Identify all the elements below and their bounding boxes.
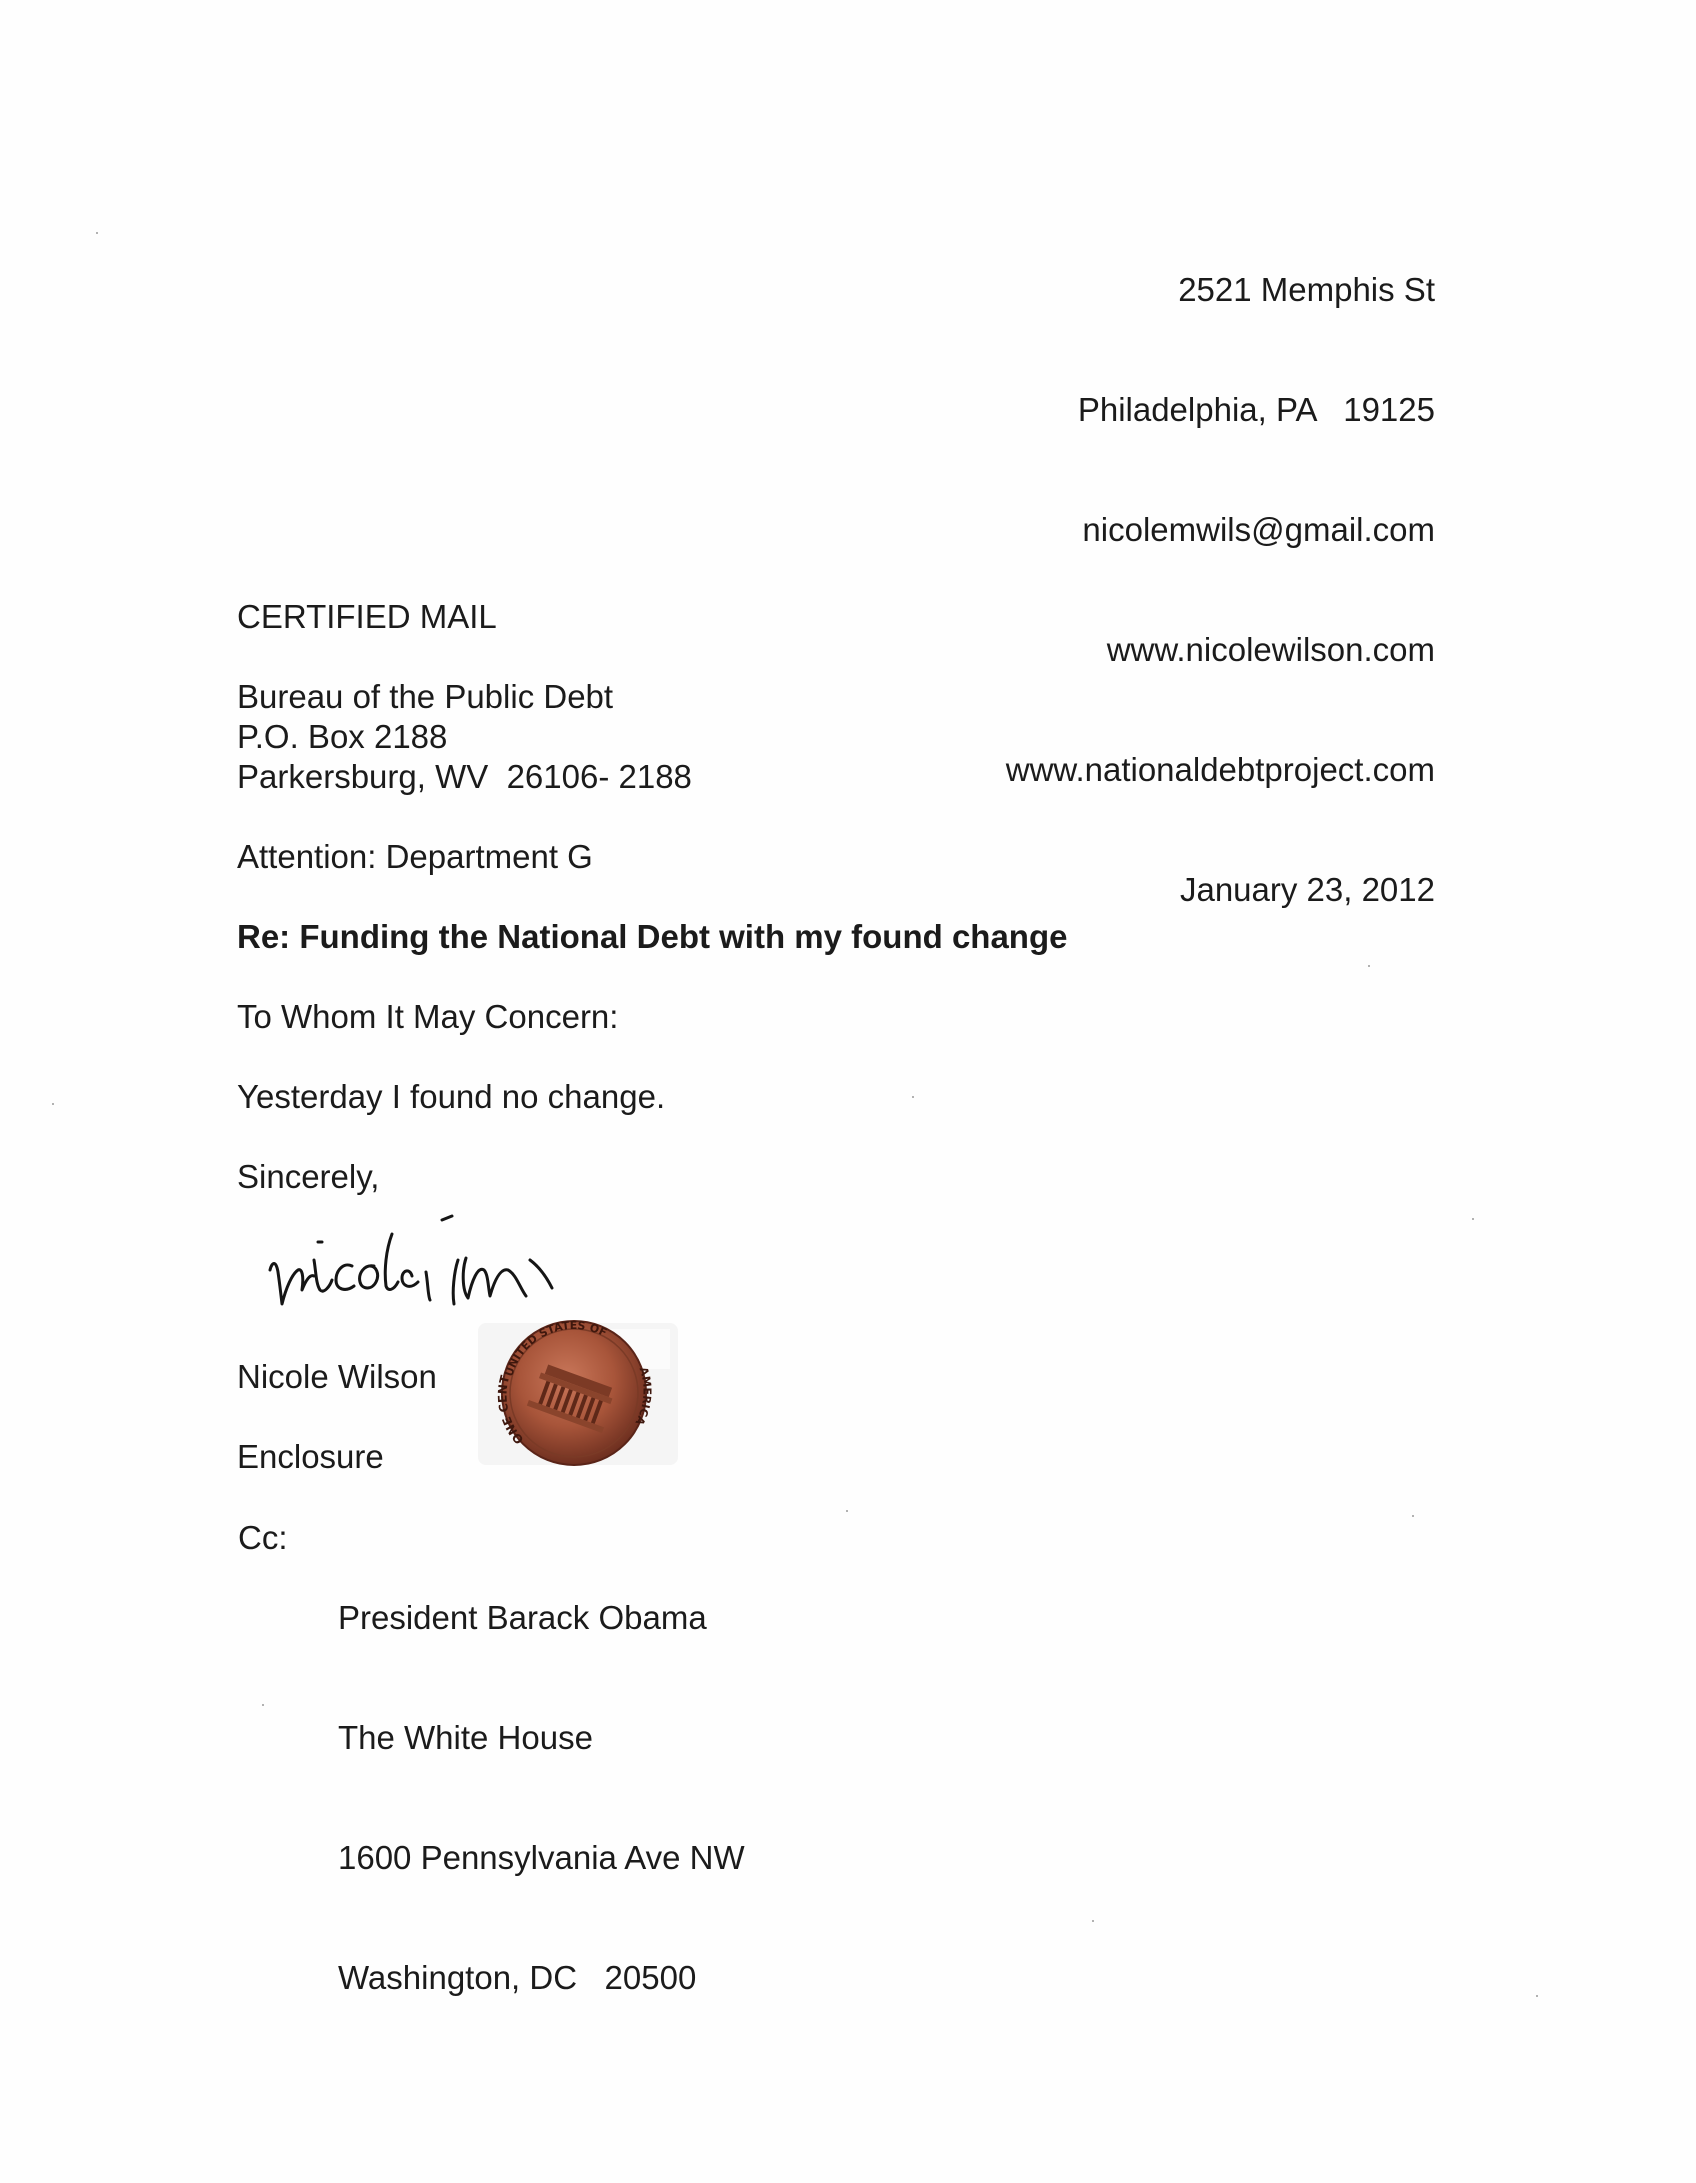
sender-street: 2521 Memphis St bbox=[1178, 271, 1435, 308]
sender-city-line: Philadelphia, PA 19125 bbox=[1077, 391, 1435, 428]
scan-speck bbox=[1412, 1515, 1414, 1517]
mail-type: CERTIFIED MAIL bbox=[237, 598, 497, 635]
coin-rim-text-left: ONE CENT bbox=[495, 1374, 527, 1447]
cc-line: Washington, DC 20500 bbox=[338, 1959, 697, 1996]
letter-date: January 23, 2012 bbox=[1179, 871, 1435, 908]
recipient-city-line: Parkersburg, WV 26106- 2188 bbox=[237, 758, 692, 795]
penny-coin-image bbox=[470, 1305, 685, 1475]
sender-website: www.nationaldebtproject.com bbox=[1005, 751, 1435, 788]
cc-line: The White House bbox=[338, 1719, 593, 1756]
recipient-name: Bureau of the Public Debt bbox=[237, 678, 614, 715]
attention-line: Attention: Department G bbox=[237, 838, 593, 875]
scan-speck bbox=[1536, 1995, 1538, 1997]
enclosure-note: Enclosure bbox=[237, 1438, 384, 1475]
scan-speck bbox=[96, 232, 98, 234]
scan-speck bbox=[1472, 1218, 1474, 1220]
signer-name: Nicole Wilson bbox=[237, 1358, 437, 1395]
scan-speck bbox=[262, 1704, 264, 1706]
closing: Sincerely, bbox=[237, 1158, 380, 1195]
cc-line: President Barack Obama bbox=[338, 1599, 707, 1636]
coin-rim-text-top: UNITED STATES OF bbox=[502, 1318, 609, 1379]
scan-speck bbox=[912, 1096, 914, 1098]
subject-line: Re: Funding the National Debt with my found change bbox=[237, 918, 1068, 955]
cc-address-block bbox=[338, 1518, 745, 2078]
salutation: To Whom It May Concern: bbox=[237, 998, 619, 1035]
scan-speck bbox=[1092, 1920, 1094, 1922]
letter-body: Yesterday I found no change. bbox=[237, 1078, 666, 1115]
scan-speck bbox=[846, 1510, 848, 1512]
sender-address-block bbox=[1006, 190, 1435, 990]
scan-speck bbox=[52, 1103, 54, 1105]
handwritten-signature bbox=[262, 1200, 582, 1320]
sender-website: www.nicolewilson.com bbox=[1106, 631, 1435, 668]
sender-email: nicolemwils@gmail.com bbox=[1082, 511, 1435, 548]
recipient-box: P.O. Box 2188 bbox=[237, 718, 448, 755]
cc-line: 1600 Pennsylvania Ave NW bbox=[338, 1839, 745, 1876]
coin-rim-text-right: AMERICA bbox=[632, 1365, 654, 1428]
cc-label: Cc: bbox=[238, 1519, 288, 1556]
